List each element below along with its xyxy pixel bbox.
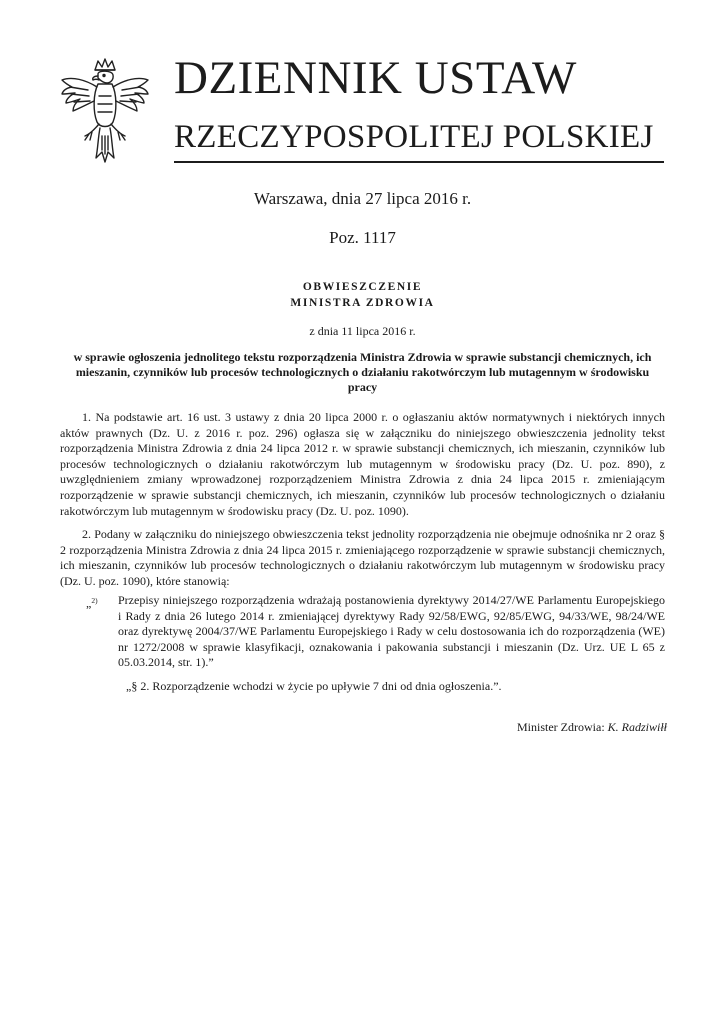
publication-date: Warszawa, dnia 27 lipca 2016 r. [253, 189, 472, 208]
document-issuer: MINISTRA ZDROWIA [290, 297, 435, 309]
document-type: OBWIESZCZENIE [302, 281, 423, 293]
paragraph-2: 2. Podany w załączniku do niniejszego obwieszczenia tekst jednolity rozporządzenia nie obejmuje odnośnika nr 2 oraz § 2 rozporządzenia Ministra Zdrowia z dnia 24 lipca 2015 r. zmieniającego rozporządzenie w sprawie substancji chemicznych, ich mieszanin, czynników lub procesów technologicznych o działaniu rakotwórczym lub mutagennym w środowisku pracy (Dz. U. poz. 1090), które stanowią: [60, 527, 665, 588]
journal-subtitle: RZECZYPOSPOLITEJ POLSKIEJ [174, 119, 654, 155]
footnote-marker: 2) [91, 596, 98, 605]
quoted-footnote [86, 593, 665, 671]
quote-open-mark: „ [86, 596, 92, 610]
signature-name: K. Radziwiłł [607, 720, 667, 734]
document-date: z dnia 11 lipca 2016 r. [309, 324, 416, 338]
journal-title: DZIENNIK USTAW [174, 52, 577, 104]
position-number: Poz. 1117 [329, 228, 396, 247]
footnote-reference [86, 593, 98, 612]
signature [517, 720, 667, 735]
document-subject: w sprawie ogłoszenia jednolitego tekstu rozporządzenia Ministra Zdrowia w sprawie substancji chemicznych, ich mieszanin, czynników lub procesów technologicznych o działaniu rakotwórczym lub mutagennym w środowisku pracy [73, 350, 652, 394]
signature-title: Minister Zdrowia: [517, 720, 605, 734]
paragraph-1: 1. Na podstawie art. 16 ust. 3 ustawy z dnia 20 lipca 2000 r. o ogłaszaniu aktów normatywnych i niektórych innych aktów prawnych (Dz. U. z 2016 r. poz. 296) ogłasza się w załączniku do niniejszego obwieszczenia jednolity tekst rozporządzenia Ministra Zdrowia z dnia 24 lipca 2012 r. w sprawie substancji chemicznych, ich mieszanin, czynników lub procesów technologicznych o działaniu rakotwórczym lub mutagennym w środowisku pracy (Dz. U. poz. 890), z uwzględnieniem zmiany wprowadzonej rozporządzeniem Ministra Zdrowia z dnia 24 lipca 2015 r. zmieniającym rozporządzenie w sprawie substancji chemicznych, ich mieszanin, czynników lub procesów technologicznych o działaniu rakotwórczym lub mutagennym w środowisku pracy (Dz. U. poz. 1090). [60, 410, 665, 518]
masthead [58, 52, 668, 167]
masthead-rule [174, 161, 664, 163]
polish-eagle-emblem [58, 56, 152, 166]
quoted-section-2: „§ 2. Rozporządzenie wchodzi w życie po upływie 7 dni od dnia ogłoszenia.”. [126, 679, 502, 693]
footnote-text: Przepisy niniejszego rozporządzenia wdrażają postanowienia dyrektywy 2014/27/WE Parlamentu Europejskiego i Rady z dnia 26 lutego 2014 r. zmieniającej dyrektywy Rady 92/58/EWG, 92/85/EWG, 94/33/WE, 98/24/WE oraz dyrektywę 2004/37/WE Parlamentu Europejskiego i Rady w celu dostosowania ich do rozporządzenia (WE) nr 1272/2008 w sprawie klasyfikacji, oznakowania i pakowania substancji i mieszanin (Dz. Urz. UE L 65 z 05.03.2014, str. 1).” [118, 593, 665, 670]
